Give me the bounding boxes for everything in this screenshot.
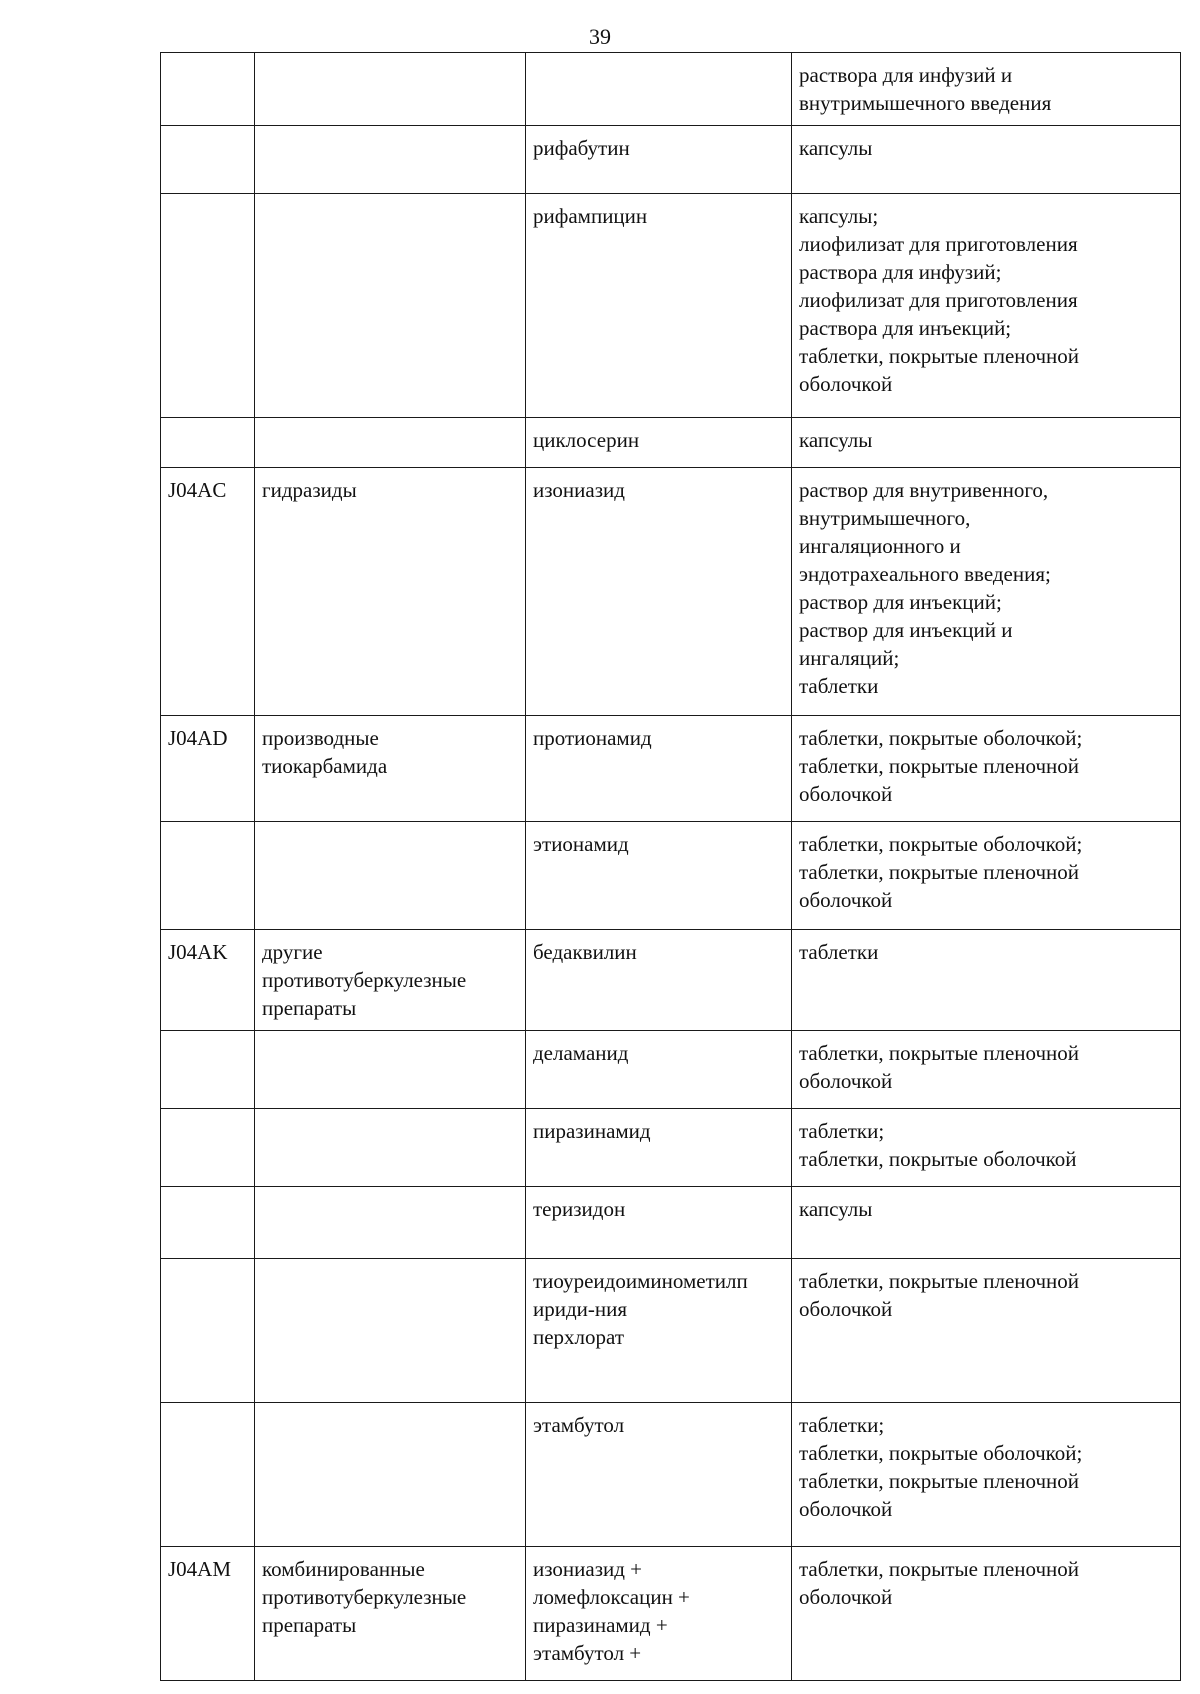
- drug-name-cell: этамбутол: [526, 1403, 792, 1547]
- drug-name-cell: рифабутин: [526, 126, 792, 194]
- atc-code-cell: [161, 1109, 255, 1187]
- drug-name-cell: [526, 53, 792, 126]
- group-cell: [255, 418, 526, 468]
- dosage-form-cell: таблетки; таблетки, покрытые оболочкой; таблетки, покрытые пленочной оболочкой: [792, 1403, 1181, 1547]
- drug-name-cell: бедаквилин: [526, 930, 792, 1031]
- table-row: [161, 194, 1181, 418]
- drug-name-cell: протионамид: [526, 716, 792, 822]
- drug-name-cell: изониазид: [526, 468, 792, 716]
- group-cell: [255, 1259, 526, 1403]
- dosage-form-cell: таблетки, покрытые оболочкой; таблетки, покрытые пленочной оболочкой: [792, 716, 1181, 822]
- dosage-form-cell: капсулы: [792, 1187, 1181, 1259]
- atc-code-cell: [161, 194, 255, 418]
- dosage-form-cell: таблетки: [792, 930, 1181, 1031]
- dosage-form-cell: таблетки, покрытые оболочкой; таблетки, покрытые пленочной оболочкой: [792, 822, 1181, 930]
- table-row: [161, 1403, 1181, 1547]
- atc-code-cell: [161, 1403, 255, 1547]
- dosage-form-cell: капсулы: [792, 418, 1181, 468]
- dosage-form-cell: таблетки, покрытые пленочной оболочкой: [792, 1031, 1181, 1109]
- table-row: [161, 1259, 1181, 1403]
- atc-code-cell: [161, 822, 255, 930]
- drug-name-cell: рифампицин: [526, 194, 792, 418]
- drug-name-cell: тиоуреидоиминометилп ириди-ния перхлорат: [526, 1259, 792, 1403]
- drug-table: [160, 52, 1181, 1681]
- group-cell: [255, 822, 526, 930]
- dosage-form-cell: раствор для внутривенного, внутримышечного, ингаляционного и эндотрахеального введения; раствор для инъекций; раствор для инъекций и ингаляций; таблетки: [792, 468, 1181, 716]
- group-cell: производные тиокарбамида: [255, 716, 526, 822]
- drug-name-cell: теризидон: [526, 1187, 792, 1259]
- group-cell: [255, 1109, 526, 1187]
- page-number: 39: [589, 24, 611, 49]
- table-row: [161, 126, 1181, 194]
- table-row: [161, 1031, 1181, 1109]
- group-cell: [255, 1187, 526, 1259]
- atc-code-cell: J04AD: [161, 716, 255, 822]
- atc-code-cell: [161, 1031, 255, 1109]
- group-cell: гидразиды: [255, 468, 526, 716]
- dosage-form-cell: таблетки, покрытые пленочной оболочкой: [792, 1547, 1181, 1681]
- atc-code-cell: [161, 53, 255, 126]
- atc-code-cell: J04AK: [161, 930, 255, 1031]
- table-row: [161, 930, 1181, 1031]
- table-row: [161, 822, 1181, 930]
- table-row: [161, 418, 1181, 468]
- dosage-form-cell: капсулы; лиофилизат для приготовления раствора для инфузий; лиофилизат для приготовления раствора для инъекций; таблетки, покрытые пленочной оболочкой: [792, 194, 1181, 418]
- table-row: [161, 1547, 1181, 1681]
- atc-code-cell: J04AM: [161, 1547, 255, 1681]
- atc-code-cell: J04AC: [161, 468, 255, 716]
- dosage-form-cell: капсулы: [792, 126, 1181, 194]
- group-cell: другие противотуберкулезные препараты: [255, 930, 526, 1031]
- dosage-form-cell: таблетки, покрытые пленочной оболочкой: [792, 1259, 1181, 1403]
- table-row: [161, 1109, 1181, 1187]
- group-cell: [255, 126, 526, 194]
- group-cell: [255, 1403, 526, 1547]
- drug-name-cell: циклосерин: [526, 418, 792, 468]
- atc-code-cell: [161, 418, 255, 468]
- dosage-form-cell: раствора для инфузий и внутримышечного введения: [792, 53, 1181, 126]
- atc-code-cell: [161, 1187, 255, 1259]
- drug-name-cell: изониазид + ломефлоксацин + пиразинамид + этамбутол +: [526, 1547, 792, 1681]
- group-cell: [255, 53, 526, 126]
- dosage-form-cell: таблетки; таблетки, покрытые оболочкой: [792, 1109, 1181, 1187]
- group-cell: [255, 194, 526, 418]
- drug-name-cell: пиразинамид: [526, 1109, 792, 1187]
- table-row: [161, 468, 1181, 716]
- atc-code-cell: [161, 126, 255, 194]
- group-cell: комбинированные противотуберкулезные препараты: [255, 1547, 526, 1681]
- table-row: [161, 716, 1181, 822]
- drug-name-cell: этионамид: [526, 822, 792, 930]
- atc-code-cell: [161, 1259, 255, 1403]
- drug-name-cell: деламанид: [526, 1031, 792, 1109]
- group-cell: [255, 1031, 526, 1109]
- table-row: [161, 1187, 1181, 1259]
- table-row: [161, 53, 1181, 126]
